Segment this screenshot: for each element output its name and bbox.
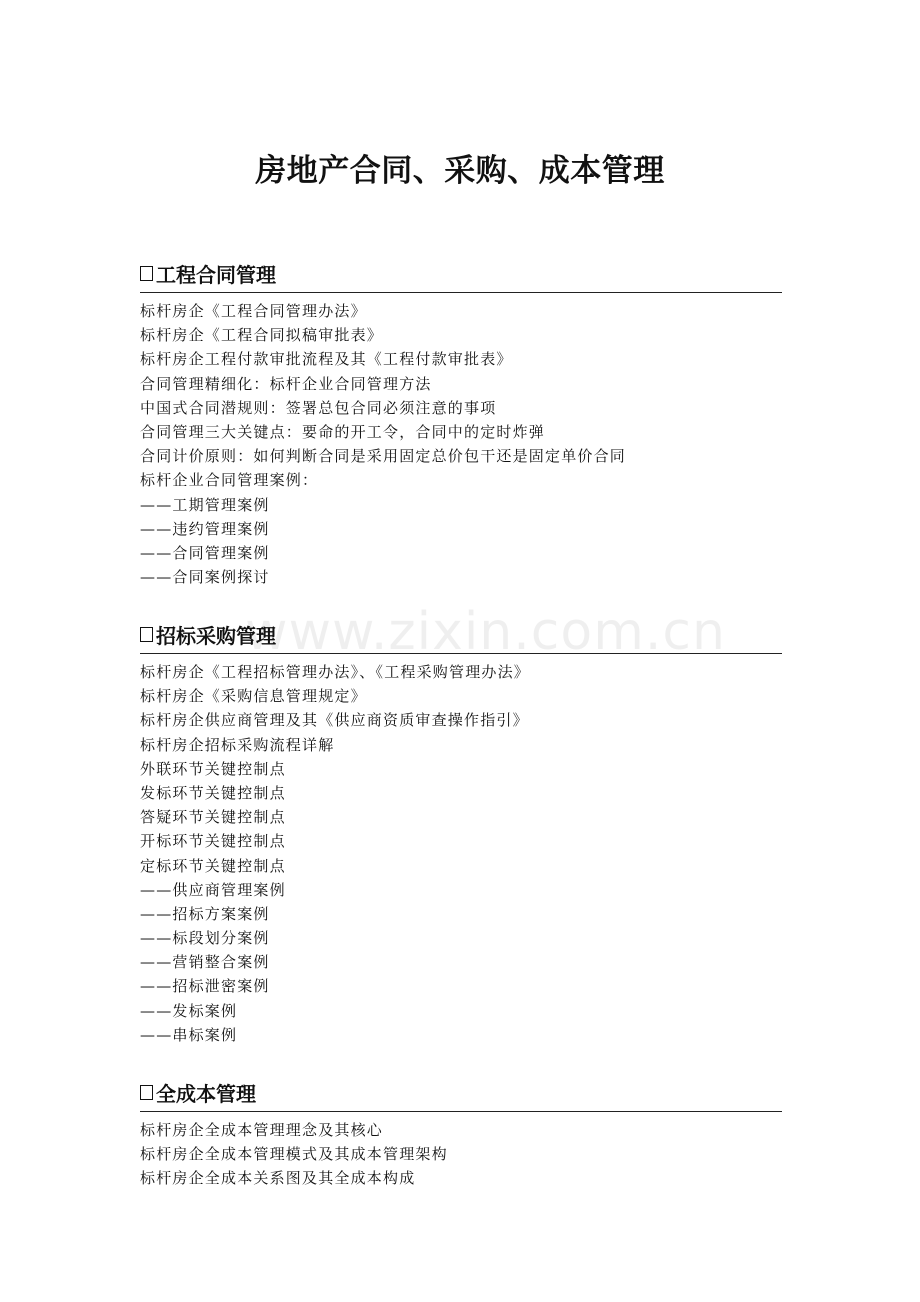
list-item: 定标环节关键控制点 [140,856,286,875]
list-item: ——供应商管理案例 [140,880,286,899]
document-title: 房地产合同、采购、成本管理 [255,153,665,189]
checkbox-icon [140,627,153,642]
list-item: ——违约管理案例 [140,519,270,538]
checkbox-icon [140,266,153,281]
section-heading [140,258,782,293]
section-item-list [140,1118,782,1191]
list-item: 开标环节关键控制点 [140,832,286,851]
section-heading [140,1077,782,1112]
list-item: ——发标案例 [140,1001,238,1020]
list-item: 标杆房企《工程合同拟稿审批表》 [140,326,384,345]
list-item: 发标环节关键控制点 [140,783,286,802]
list-item: 标杆房企《采购信息管理规定》 [140,687,367,706]
list-item: 答疑环节关键控制点 [140,808,286,827]
section-total-cost-management [140,1077,782,1191]
list-item: ——招标方案案例 [140,904,270,923]
list-item: 标杆房企全成本管理模式及其成本管理架构 [140,1145,448,1164]
list-item: 标杆房企《工程合同管理办法》 [140,302,367,320]
section-heading-label: 工程合同管理 [156,262,276,287]
list-item: 外联环节关键控制点 [140,759,286,778]
section-item-list [140,299,782,589]
section-heading [140,619,782,654]
list-item: 标杆企业合同管理案例： [140,471,319,490]
checkbox-icon [140,1085,153,1100]
list-item: ——营销整合案例 [140,953,270,972]
list-item: 标杆房企《工程招标管理办法》、《工程采购管理办法》 [140,663,531,681]
list-item: ——招标泄密案例 [140,977,270,996]
list-item: 合同管理三大关键点：要命的开工令，合同中的定时炸弹 [140,422,546,441]
list-item: 合同管理精细化：标杆企业合同管理方法 [140,374,432,393]
list-item: ——合同案例探讨 [140,568,270,587]
list-item: 标杆房企招标采购流程详解 [140,735,335,754]
list-item: 标杆房企工程付款审批流程及其《工程付款审批表》 [140,350,513,369]
list-item: ——标段划分案例 [140,929,270,948]
section-item-list [140,660,782,1047]
section-heading-label: 全成本管理 [156,1081,256,1106]
list-item: 标杆房企供应商管理及其《供应商资质审查操作指引》 [140,711,529,730]
section-contract-management [140,258,782,589]
section-procurement-management [140,619,782,1047]
list-item: ——串标案例 [140,1025,238,1044]
list-item: 中国式合同潜规则：签署总包合同必须注意的事项 [140,398,497,417]
watermark: www.zixin.com.cn [245,602,726,662]
list-item: ——合同管理案例 [140,543,270,562]
list-item: ——工期管理案例 [140,495,270,514]
list-item: 标杆房企全成本管理理念及其核心 [140,1121,384,1139]
list-item: 标杆房企全成本关系图及其全成本构成 [140,1169,416,1188]
list-item: 合同计价原则：如何判断合同是采用固定总价包干还是固定单价合同 [140,447,627,466]
section-heading-label: 招标采购管理 [156,623,276,648]
